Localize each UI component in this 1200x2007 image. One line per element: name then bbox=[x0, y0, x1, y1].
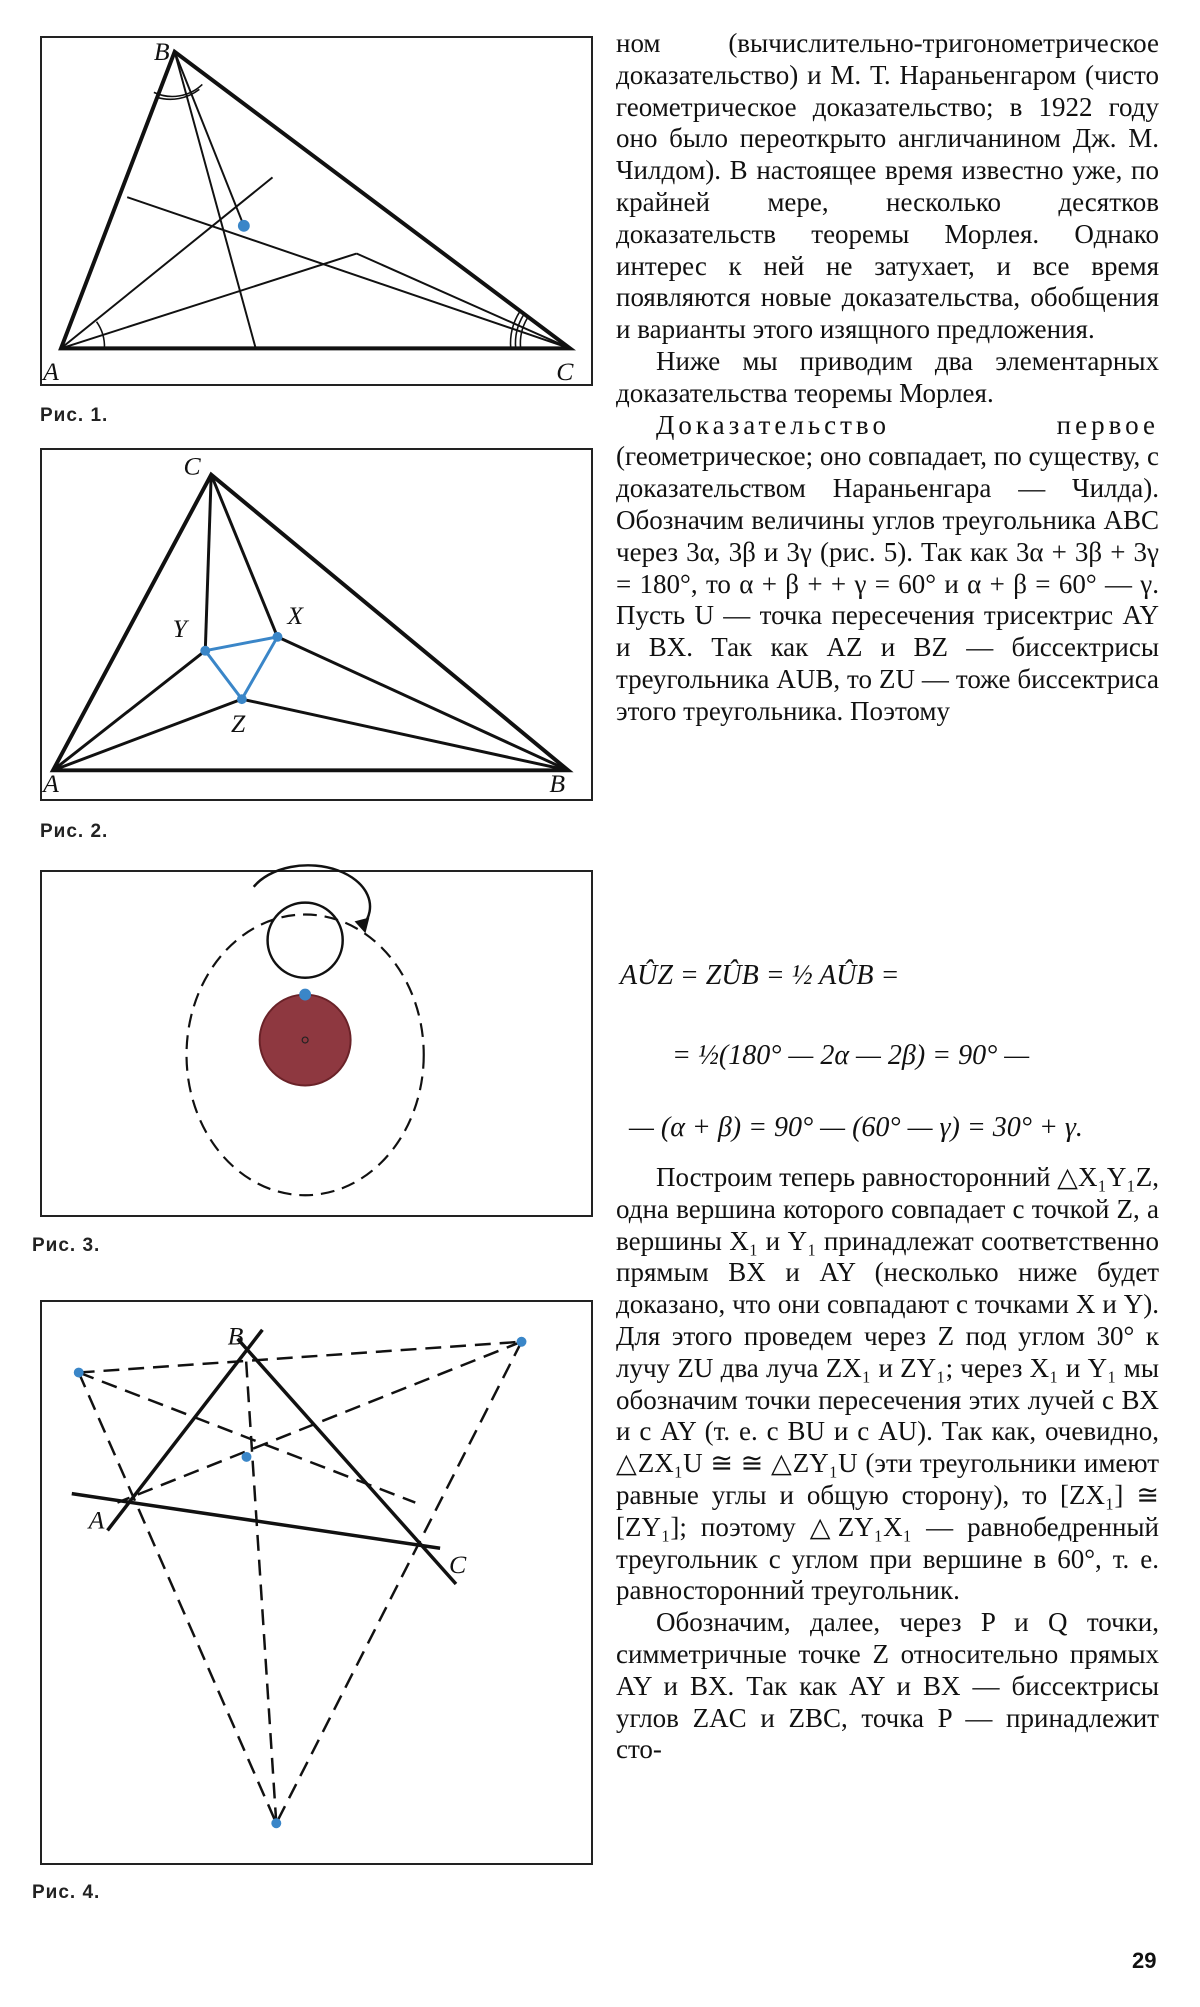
proof-heading: Доказательство первое bbox=[656, 409, 1159, 440]
vertex-point bbox=[517, 1337, 527, 1347]
page-number: 29 bbox=[1132, 1948, 1157, 1973]
body-text-column-continued bbox=[616, 1162, 1159, 1766]
paragraph-proof-one bbox=[616, 410, 1159, 728]
dashed-line bbox=[246, 1352, 277, 1824]
trisector-line bbox=[61, 254, 357, 349]
paragraph: ном (вычислительно-тригонометрическое доказательство) и М. Т. Нараньенгаром (чисто геометрическое доказательство; в 1922 году оно было переоткрыто англичанином Дж. М. Чилдом). В настоящее время известно уже, по крайней мере, несколько десятков доказательств теоремы Морлея. Однако интерес к ней не затухает, и все время появляются новые доказательства, обобщения и варианты этого изящного предложения. bbox=[616, 28, 1159, 345]
morley-point bbox=[238, 220, 250, 232]
point-label-z: Z bbox=[230, 708, 246, 738]
vertex-label-a: A bbox=[88, 1505, 105, 1535]
point-z bbox=[237, 694, 247, 704]
vertex-point bbox=[271, 1818, 281, 1828]
vertex-label-b: B bbox=[549, 769, 566, 799]
vertex-point bbox=[74, 1368, 84, 1378]
vertex-label-a: A bbox=[43, 769, 59, 799]
paragraph: Построим теперь равносторонний △X₁Y₁Z, одна вершина которого совпадает с точкой Z, а вершины X₁ и Y₁ принадлежат соответственно прямым BX и AY (несколько ниже будет доказано, что они совпадают с точками X и Y). Для этого проведем через Z под углом 30° к лучу ZU два луча ZX₁ и ZY₁; через X₁ и Y₁ мы обозначим точки пересечения этих лучей с BX и с AY (т. е. с BU и с AU). Так как, очевидно, △ZX₁U ≅ ≅ △ZY₁U (эти треугольники имеют равные углы и общую сторону), то [ZX₁] ≅ [ZY₁]; поэтому △ZY₁X₁ — равнобедренный треугольник с углом при вершине в 60°, т. е. равносторонний треугольник. bbox=[616, 1162, 1160, 1606]
triangle-abc bbox=[53, 475, 568, 771]
figure-4-drawing bbox=[42, 1302, 591, 1863]
figure-4 bbox=[40, 1300, 593, 1865]
figure-2 bbox=[40, 448, 593, 801]
figure-3-caption: Рис. 3. bbox=[32, 1235, 101, 1256]
figure-2-drawing bbox=[42, 450, 591, 799]
vertex-label-c: C bbox=[183, 451, 201, 481]
figure-3 bbox=[40, 870, 593, 1217]
contact-point bbox=[299, 989, 311, 1001]
figure-4-caption: Рис. 4. bbox=[32, 1882, 101, 1903]
paragraph: Обозначим, далее, через P и Q точки, симметричные точке Z относительно прямых AY и BX. Так как AY и BX — биссектрисы углов ZAC и ZBC, точка P — принадлежит сто- bbox=[616, 1607, 1159, 1765]
point-label-x: X bbox=[287, 601, 304, 631]
vertex-label-a: A bbox=[43, 357, 59, 387]
vertex-label-c: C bbox=[556, 357, 574, 387]
trisector-line bbox=[211, 475, 277, 637]
figure-3-drawing bbox=[42, 872, 591, 1215]
point-y bbox=[200, 646, 210, 656]
center-point bbox=[242, 1452, 252, 1462]
side-line bbox=[108, 1330, 263, 1531]
trisector-line bbox=[277, 637, 568, 770]
fixed-disk bbox=[260, 995, 351, 1086]
formula-line-3: — (α + β) = 90° — (60° — γ) = 30° + γ. bbox=[629, 1112, 1083, 1143]
dashed-line bbox=[276, 1342, 521, 1823]
trisector-line bbox=[53, 651, 205, 771]
rotation-arrow bbox=[254, 865, 370, 926]
figure-2-caption: Рис. 2. bbox=[40, 821, 109, 842]
paragraph-body: (геометрическое; оно совпадает, по существу, с доказательством Нараньенгара — Чилда). Обозначим величины углов треугольника ABC через 3α, 3β и 3γ (рис. 5). Так как 3α + 3β + 3γ = 180°, то α + β + + γ = 60° и α + β = 60° — γ. Пусть U — точка пересечения трисектрис AY и BX. Так как AZ и BZ — биссектрисы треугольника AUB, то ZU — тоже биссектриса этого треугольника. Поэтому bbox=[616, 441, 1159, 726]
formula-line-2: = ½(180° — 2α — 2β) = 90° — bbox=[672, 1040, 1030, 1071]
morley-triangle bbox=[205, 637, 277, 699]
figure-1-drawing bbox=[42, 36, 591, 387]
formula-line-1: AÛZ = ZÛB = ½ AÛB = bbox=[620, 960, 900, 991]
trisector-line bbox=[205, 475, 211, 651]
dashed-line bbox=[79, 1342, 522, 1373]
figure-1-caption: Рис. 1. bbox=[40, 405, 109, 426]
point-label-y: Y bbox=[172, 613, 187, 643]
rotation-arrowhead bbox=[355, 917, 370, 933]
trisector-line bbox=[53, 699, 242, 770]
vertex-label-b: B bbox=[153, 36, 170, 66]
point-x bbox=[273, 632, 283, 642]
vertex-label-b: B bbox=[227, 1321, 244, 1351]
vertex-label-c: C bbox=[449, 1550, 467, 1580]
trisector-line bbox=[127, 197, 570, 348]
paragraph: Ниже мы приводим два элементарных доказательства теоремы Морлея. bbox=[616, 345, 1159, 408]
trisector-line bbox=[242, 699, 568, 770]
body-text-column bbox=[616, 28, 1159, 728]
figure-1 bbox=[40, 36, 593, 386]
